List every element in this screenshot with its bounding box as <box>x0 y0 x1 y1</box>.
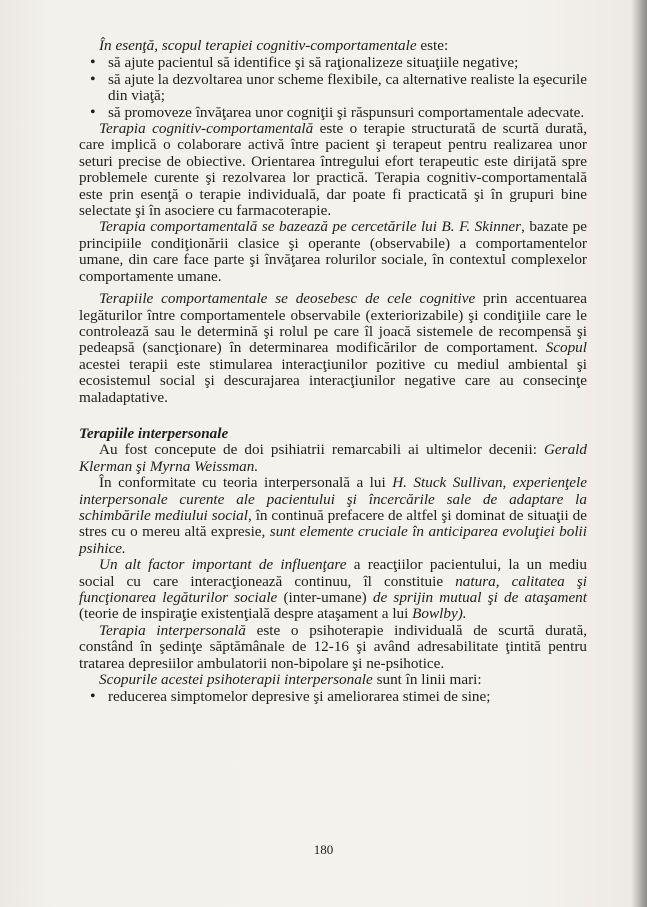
paragraph-italic: H. Stuck Sullivan, experienţele interpersonale curente ale pacientului şi încercările sale de adaptare la schimbările mediului social, <box>79 474 587 524</box>
paragraph-italic: Scopurile acestei psihoterapii interpersonale <box>99 671 373 689</box>
page-edge-shadow <box>631 0 647 907</box>
paragraph-italic: de sprijin mutual şi de ataşament <box>372 589 587 606</box>
paragraph-behavioral <box>79 291 587 406</box>
paragraph-factor <box>79 557 587 623</box>
page-body <box>79 38 587 706</box>
section-heading: Terapiile interpersonale <box>79 424 229 442</box>
page-number: 180 <box>313 842 334 857</box>
paragraph-skinner <box>79 219 587 285</box>
paragraph-italic: Un alt factor important de influenţare <box>99 556 347 574</box>
paragraph-italic: Bowlby). <box>412 605 467 623</box>
paragraph-cbt <box>79 121 587 219</box>
paragraph-sullivan <box>79 475 587 557</box>
paragraph-italic: Gerald Klerman şi Myrna Weissman. <box>79 441 587 475</box>
paragraph-italic: Terapia comportamentală se bazează pe cercetările lui B. F. Skinner <box>99 218 522 236</box>
intro-italic: În esenţă, scopul terapiei cognitiv-comportamentale <box>99 37 417 54</box>
paragraph-text: (inter-umane) <box>277 589 373 606</box>
paragraph-ipt <box>79 623 587 672</box>
list-item: • să ajute la dezvoltarea unor scheme flexibile, ca alternative realiste la eşecurile din viaţă; <box>108 72 587 105</box>
paragraph-text: acestei terapii este stimularea interacţiunilor pozitive cu mediul ambiental şi ecosistemul social şi descurajarea interacţiunilor negative care au consecinţe maladaptative. <box>79 355 587 406</box>
paragraph-italic: Terapiile comportamentale se deosebesc de cele cognitive <box>99 290 476 308</box>
paragraph-text: , bazate pe principiile condiţionării clasice şi operante (observabile) a comportamentelor umane, din care face parte şi învăţarea rolurilor sociale, în contextul complexelor comportamente umane. <box>79 218 587 285</box>
paragraph-text: sunt în linii mari: <box>372 671 482 689</box>
list-item: • să promoveze învăţarea unor cogniţii şi răspunsuri comportamentale adecvate. <box>108 105 587 121</box>
intro-line <box>79 38 587 54</box>
paragraph-founders <box>79 442 587 475</box>
paragraph-italic: Terapia interpersonală <box>99 621 246 639</box>
paragraph-italic: natura, calitatea şi funcţionarea legăturilor sociale <box>79 572 587 606</box>
paragraph-text: Au fost concepute de doi psihiatrii remarcabili ai ultimelor decenii: <box>99 441 544 459</box>
paragraph-text: în continuă prefacere de altfel şi dominat de situaţii de stres cu o mereu altă expresie, <box>79 506 588 541</box>
paragraph-aims <box>79 672 587 688</box>
list-item: • să ajute pacientul să identifice şi să raţionalizeze situaţiile negative; <box>108 55 587 71</box>
paragraph-text: este o psihoterapie individuală de scurtă durată, constând în şedinţe săptămânale de 12-16 şi având adresabilitate ţintită pentru tratarea depresiilor ambulatorii non-bipolare şi ne-psihotice. <box>79 621 587 672</box>
paragraph-text: În conformitate cu teoria interpersonală a lui <box>99 474 393 492</box>
goals-list <box>79 55 587 121</box>
paragraph-italic: sunt elemente cruciale în anticiparea evoluţiei bolii psihice. <box>79 523 588 557</box>
paragraph-text: a reacţiilor pacientului, la un mediu social cu care interacţionează continuu, îl constituie <box>79 556 588 590</box>
list-item: • reducerea simptomelor depresive şi ameliorarea stimei de sine; <box>108 689 587 705</box>
paragraph-text: (teorie de inspiraţie existenţială despre ataşament a lui <box>79 605 413 623</box>
paragraph-text: prin accentuarea legăturilor între comportamentele observabile (exteriorizabile) şi condiţiile care le controlează sau le determină şi rolul pe care îl joacă sistemele de recompensă şi pedeapsă (sancţionare) în determinarea modificărilor de comportament. <box>79 290 587 357</box>
paragraph-italic: Terapia cognitiv-comportamentală <box>99 120 314 138</box>
paragraph-text: este o terapie structurată de scurtă durată, care implică o colaborare activă între pacient şi terapeut pentru realizarea unor seturi precise de obiective. Orientarea întregului efort terapeutic este dirijată spre problemele curente şi rezolvarea lor practică. Terapia cognitiv-comportamentală este prin esenţă o terapie individuală, dar poate fi practicată şi în grupuri bine selectate şi în asociere cu farmacoterapie. <box>79 120 587 220</box>
paragraph-italic: Scopul <box>545 339 587 357</box>
aims-list <box>79 689 587 705</box>
intro-rest: este: <box>416 37 449 54</box>
